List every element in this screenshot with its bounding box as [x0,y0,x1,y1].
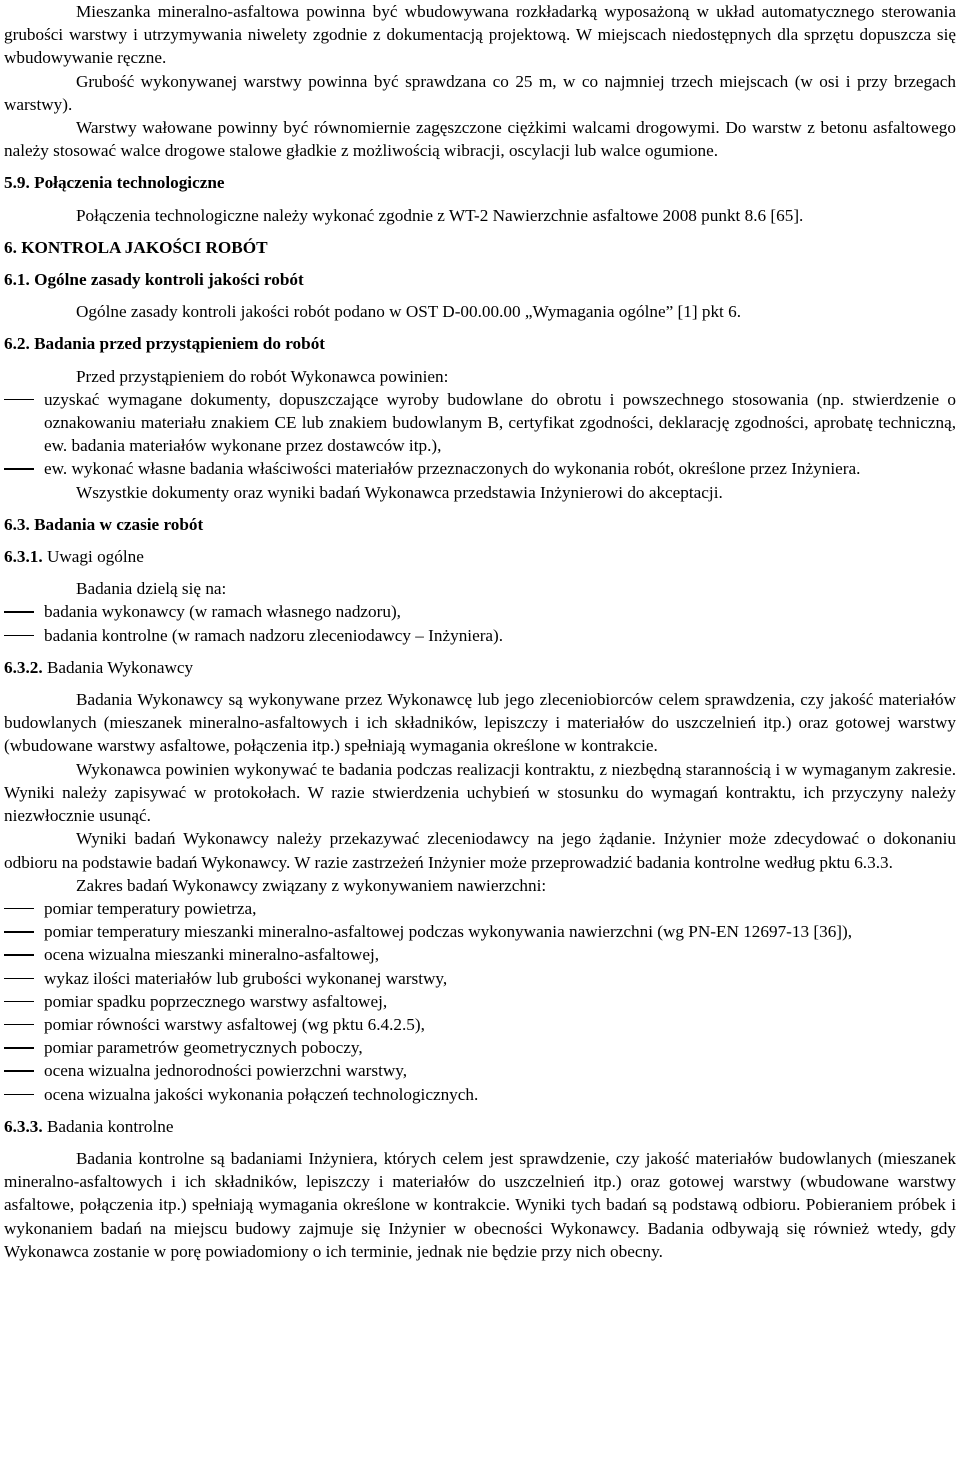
dash-bullet [4,399,34,400]
paragraph-6-3-2-d: Zakres badań Wykonawcy związany z wykonywaniem nawierzchni: [76,875,547,895]
dash-bullet [4,1094,34,1095]
list-item: ew. wykonać własne badania właściwości materiałów przeznaczonych do wykonania robót, określone przez Inżyniera. [4,457,956,480]
dash-bullet [4,978,34,979]
paragraph-6-3-2-b: Wykonawca powinien wykonywać te badania podczas realizacji kontraktu, z niezbędną starannością i w wymaganym zakresie. Wyniki należy zapisywać w protokołach. W razie stwierdzenia uchybień w stosunku do wymagań kontraktu, ich przyczyny należy niezwłocznie usunąć. [4,759,956,826]
list-item: pomiar równości warstwy asfaltowej (wg pktu 6.4.2.5), [4,1013,956,1036]
heading-6-2: 6.2. Badania przed przystąpieniem do robót [4,334,326,354]
heading-5-9: 5.9. Połączenia technologiczne [4,173,225,193]
list-item: wykaz ilości materiałów lub grubości wykonanej warstwy, [4,967,956,990]
paragraph-thickness-check: Grubość wykonywanej warstwy powinna być sprawdzana co 25 m, w co najmniej trzech miejscach (w osi i przy brzegach warstwy). [4,71,956,114]
paragraph-6-2-intro: Przed przystąpieniem do robót Wykonawca powinien: [76,366,449,386]
list-6-3-2 [4,897,956,1106]
list-item: badania kontrolne (w ramach nadzoru zleceniodawcy – Inżyniera). [4,624,956,647]
dash-bullet [4,1070,34,1071]
list-item: ocena wizualna jakości wykonania połączeń technologicznych. [4,1083,956,1106]
paragraph-rolling: Warstwy wałowane powinny być równomiernie zagęszczone ciężkimi walcami drogowymi. Do warstw z betonu asfaltowego należy stosować walce drogowe stalowe gładkie z możliwością wibracji, oscylacji lub walce ogumione. [4,118,956,161]
paragraph-6-3-1: Badania dzielą się na: [76,579,227,599]
list-6-3-1 [4,600,956,646]
heading-6-3-2: 6.3.2. Badania Wykonawcy [4,657,194,677]
dash-bullet [4,1024,34,1025]
list-item: badania wykonawcy (w ramach własnego nadzoru), [4,600,956,623]
list-6-2 [4,388,956,481]
list-item: pomiar spadku poprzecznego warstwy asfaltowej, [4,990,956,1013]
paragraph-6-3-2-c: Wyniki badań Wykonawcy należy przekazywać zleceniodawcy na jego żądanie. Inżynier może zdecydować o dokonaniu odbioru na podstawie badań Wykonawcy. W razie zastrzeżeń Inżynier może przeprowadzić badania kontrolne według pktu 6.3.3. [4,829,956,872]
list-item: pomiar temperatury powietrza, [4,897,956,920]
dash-bullet [4,635,34,636]
dash-bullet [4,908,34,909]
list-item: pomiar parametrów geometrycznych poboczy, [4,1036,956,1059]
paragraph-5-9: Połączenia technologiczne należy wykonać zgodnie z WT-2 Nawierzchnie asfaltowe 2008 punkt 8.6 [65]. [76,205,804,225]
list-item: ocena wizualna mieszanki mineralno-asfaltowej, [4,943,956,966]
dash-bullet [4,954,34,955]
dash-bullet [4,611,34,612]
dash-bullet [4,1001,34,1002]
heading-6-3-3: 6.3.3. Badania kontrolne [4,1116,174,1136]
heading-6-1: 6.1. Ogólne zasady kontroli jakości robót [4,270,304,290]
paragraph-paving: Mieszanka mineralno-asfaltowa powinna być wbudowywana rozkładarką wyposażoną w układ automatycznego sterowania grubości warstwy i utrzymywania niwelety zgodnie z dokumentacją projektową. W miejscach niedostępnych dla sprzętu dopuszcza się wbudowywanie ręczne. [4,2,956,68]
list-item: ocena wizualna jednorodności powierzchni warstwy, [4,1059,956,1082]
paragraph-6-2-after: Wszystkie dokumenty oraz wyniki badań Wykonawca przedstawia Inżynierowi do akceptacji. [76,482,723,502]
dash-bullet [4,931,34,932]
dash-bullet [4,1047,34,1048]
paragraph-6-3-3: Badania kontrolne są badaniami Inżyniera, których celem jest sprawdzenie, czy jakość materiałów budowlanych (mieszanek mineralno-asfaltowych i ich składników, lepiszczy i materiałów do uszczelnień itp.) oraz gotowej warstwy (wbudowane warstwy asfaltowe, połączenia itp.) spełniają wymagania określone w kontrakcie. Wyniki tych badań są podstawą odbioru. Pobieraniem próbek i wykonaniem badań na miejscu budowy zajmuje się Inżynier w obecności Wykonawcy. Badania odbywają się również wtedy, gdy Wykonawca zostanie w porę powiadomiony o ich terminie, jednak nie będzie przy nich obecny. [4,1148,956,1261]
paragraph-6-3-2-a: Badania Wykonawcy są wykonywane przez Wykonawcę lub jego zleceniobiorców celem sprawdzenia, czy jakość materiałów budowlanych (mieszanek mineralno-asfaltowych i ich składników, lepiszczy i materiałów do uszczelnień itp.) oraz gotowej warstwy (wbudowane warstwy asfaltowe, połączenia itp.) spełniają wymagania określone w kontrakcie. [4,690,956,756]
paragraph-6-1: Ogólne zasady kontroli jakości robót podano w OST D-00.00.00 „Wymagania ogólne” [1] pkt 6. [76,302,741,322]
list-item: uzyskać wymagane dokumenty, dopuszczające wyroby budowlane do obrotu i powszechnego stosowania (np. stwierdzenie o oznakowaniu materiału znakiem CE lub znakiem budowlanym B, certyfikat zgodności, deklarację zgodności, aprobatę techniczną, ew. badania materiałów wykonane przez dostawców itp.), [4,388,956,458]
heading-6-3-1: 6.3.1. Uwagi ogólne [4,547,144,567]
heading-6: 6. KONTROLA JAKOŚCI ROBÓT [4,237,268,257]
heading-6-3: 6.3. Badania w czasie robót [4,514,204,534]
dash-bullet [4,468,34,469]
list-item: pomiar temperatury mieszanki mineralno-asfaltowej podczas wykonywania nawierzchni (wg PN-EN 12697-13 [36]), [4,920,956,943]
